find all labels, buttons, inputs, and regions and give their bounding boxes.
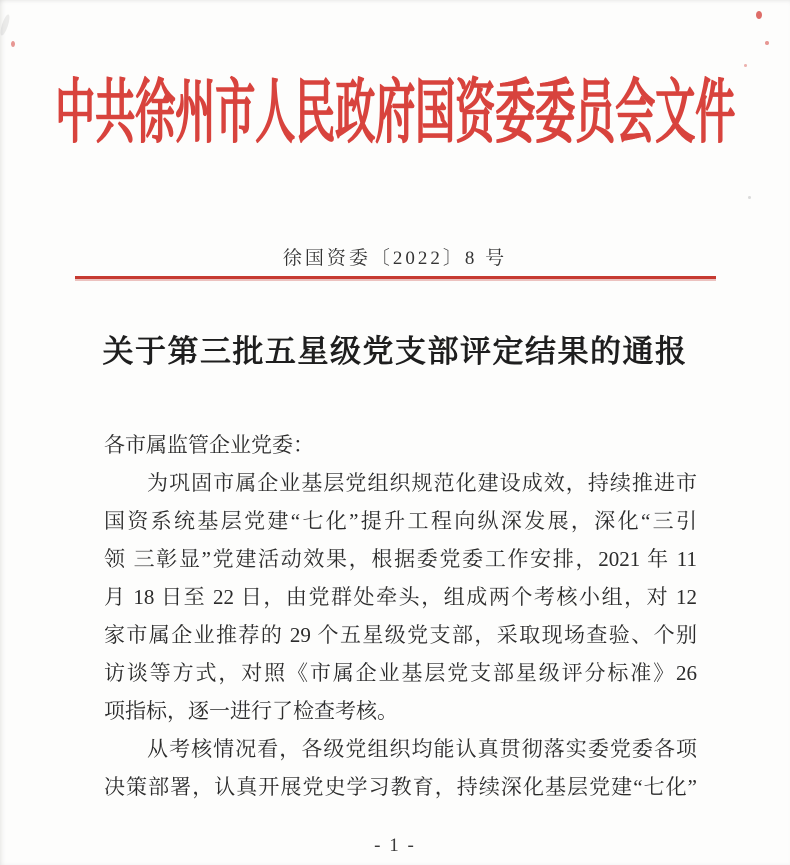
document-number: 徐国资委〔2022〕8 号: [282, 248, 508, 269]
red-separator-line: [75, 276, 716, 279]
scan-artifact: [748, 196, 751, 199]
body-line: 为巩固市属企业基层党组织规范化建设成效，持续推进市: [147, 471, 697, 495]
body-line: 国资系统基层党建“七化”提升工程向纵深发展，深化“三引: [104, 509, 697, 533]
document-body: [104, 426, 697, 806]
document-title: 关于第三批五星级党支部评定结果的通报: [102, 334, 688, 369]
scan-artifact: [756, 11, 762, 19]
body-line: 家市属企业推荐的 29 个五星级党支部，采取现场查验、个别: [104, 623, 697, 647]
body-line: 从考核情况看，各级党组织均能认真贯彻落实委党委各项: [147, 737, 697, 761]
scan-artifact: [11, 41, 15, 47]
body-line: 访谈等方式，对照《市属企业基层党支部星级评分标准》26: [104, 661, 697, 685]
body-line-salutation: 各市属监管企业党委：: [104, 433, 314, 457]
letterhead-title: 中共徐州市人民政府国资委委员会文件: [55, 72, 735, 152]
body-line: 月 18 日至 22 日，由党群处牵头，组成两个考核小组，对 12: [104, 585, 697, 609]
scan-artifact: [765, 41, 769, 45]
body-line: 决策部署，认真开展党史学习教育，持续深化基层党建“七化”: [104, 775, 697, 799]
body-line: 项指标，逐一进行了检查考核。: [104, 699, 398, 723]
page-number: - 1 -: [374, 835, 416, 856]
body-line: 领 三彰显”党建活动效果，根据委党委工作安排，2021 年 11: [104, 547, 697, 571]
scan-artifact: [0, 14, 11, 37]
